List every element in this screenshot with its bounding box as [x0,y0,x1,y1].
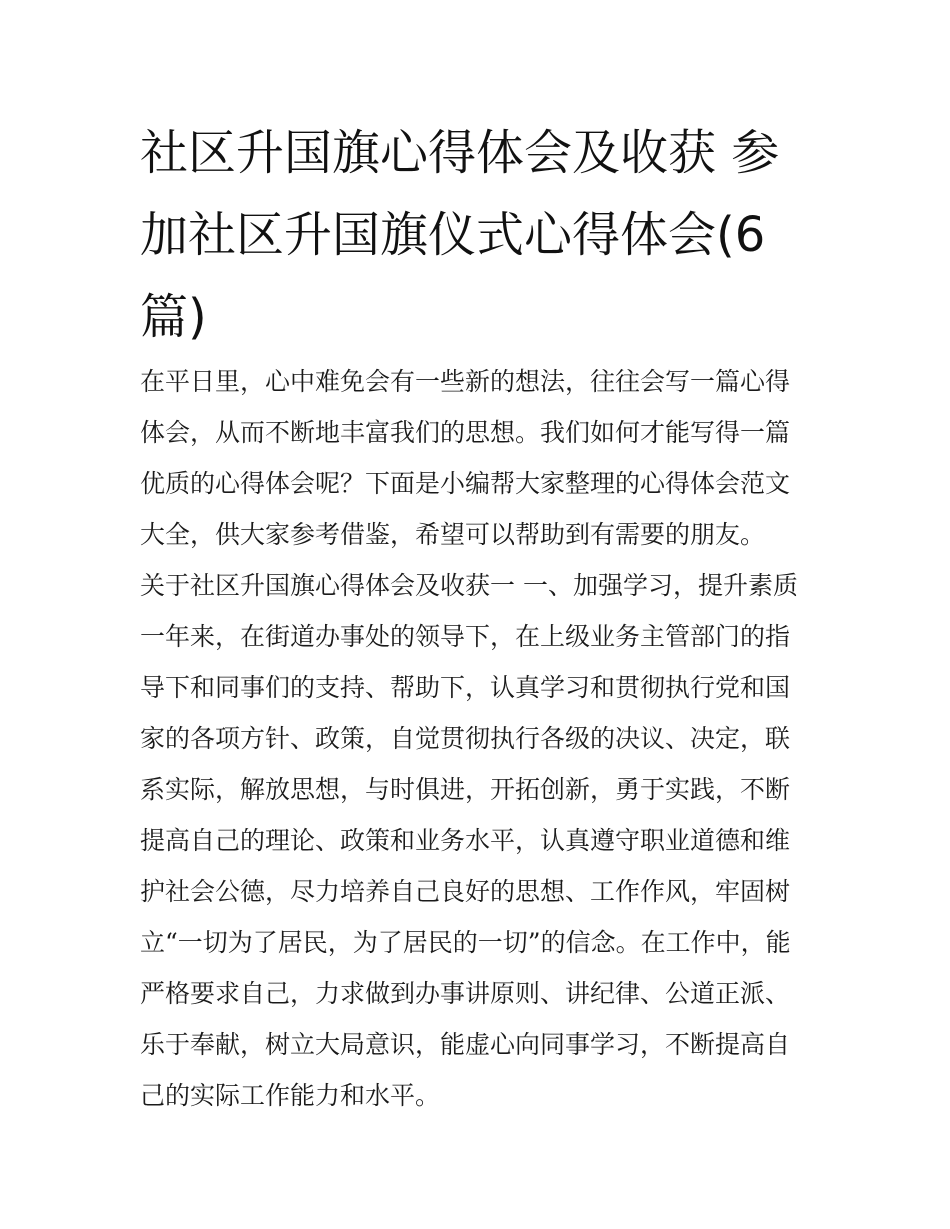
intro-paragraph: 在平日里，心中难免会有一些新的想法，往往会写一篇心得体会，从而不断地丰富我们的思想。我们如何才能写得一篇优质的心得体会呢？下面是小编帮大家整理的心得体会范文大全，供大家参考借鉴，希望可以帮助到有需要的朋友。 [140,367,791,549]
body-paragraph: 一年来，在街道办事处的领导下，在上级业务主管部门的指导下和同事们的支持、帮助下，认真学习和贯彻执行党和国家的各项方针、政策，自觉贯彻执行各级的决议、决定，联系实际，解放思想，与时俱进，开拓创新，勇于实践，不断提高自己的理论、政策和业务水平，认真遵守职业道德和维护社会公德，尽力培养自己良好的思想、工作作风，牢固树立“一切为了居民，为了居民的一切”的信念。在工作中，能严格要求自己，力求做到办事讲原则、讲纪律、公道正派、乐于奉献，树立大局意识，能虚心向同事学习，不断提高自己的实际工作能力和水平。 [140,622,791,1110]
section-heading-paragraph: 关于社区升国旗心得体会及收获一 一、加强学习，提升素质 [140,571,798,600]
document-body [140,356,812,1121]
document-title: 社区升国旗心得体会及收获 参加社区升国旗仪式心得体会(6篇) [140,125,780,345]
